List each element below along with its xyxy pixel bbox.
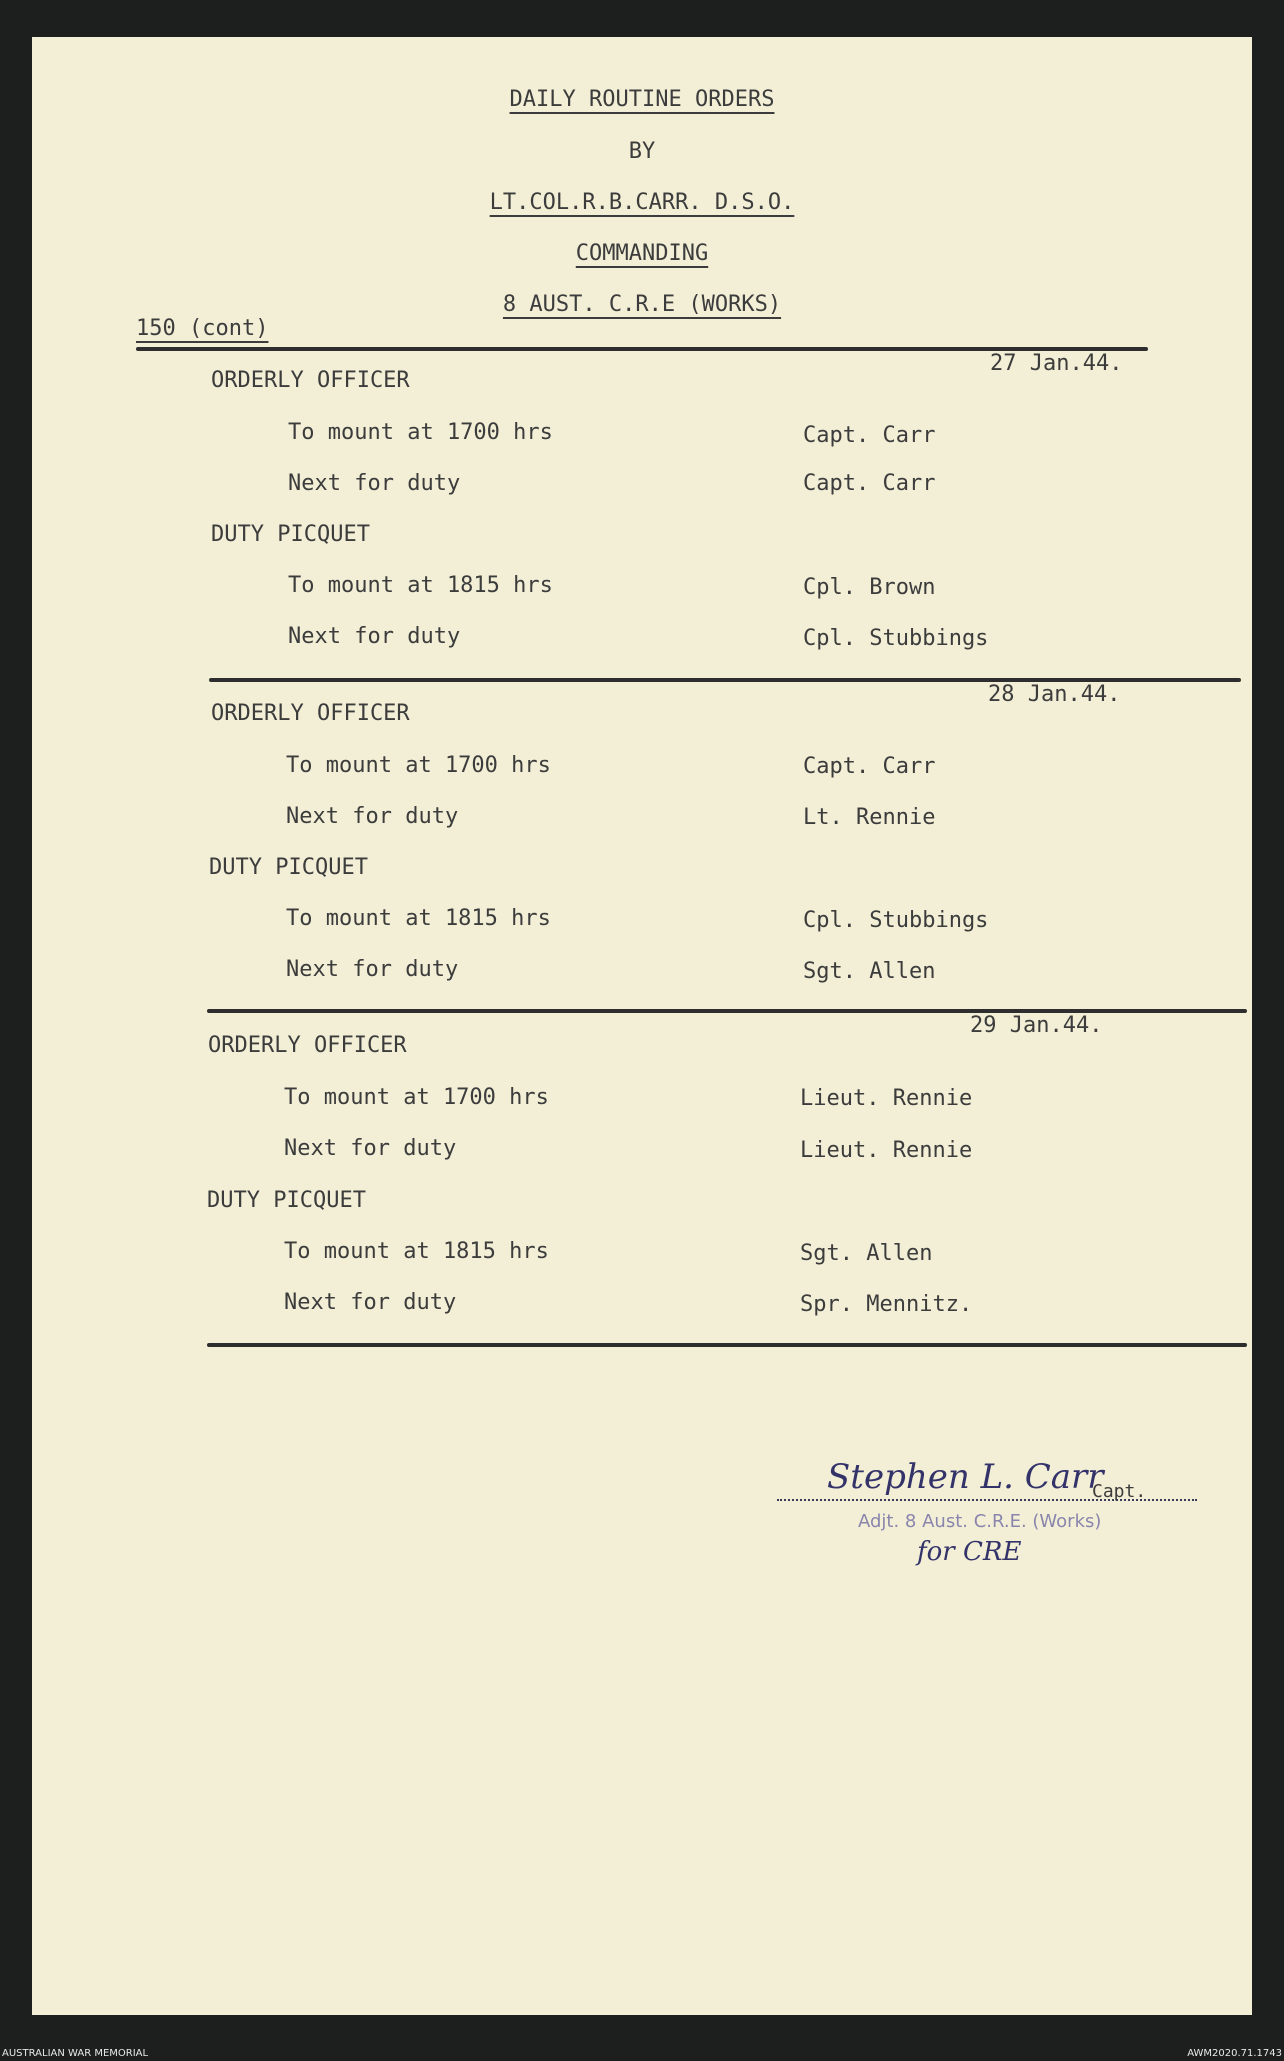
section-date: 29 Jan.44.	[970, 1013, 1103, 1038]
footer-left: AUSTRALIAN WAR MEMORIAL	[2, 2048, 149, 2059]
picquet-mount-label: To mount at 1815 hrs	[286, 906, 551, 931]
orderly-next-name: Lt. Rennie	[803, 805, 936, 830]
picquet-mount-name: Cpl. Stubbings	[803, 908, 989, 933]
document-page	[32, 37, 1252, 2015]
picquet-mount-label: To mount at 1815 hrs	[284, 1239, 549, 1264]
section-divider	[207, 1343, 1247, 1347]
picquet-next-label: Next for duty	[288, 624, 461, 649]
footer-right: AWM2020.71.1743	[1187, 2048, 1282, 2059]
picquet-next-name: Sgt. Allen	[803, 959, 936, 984]
orderly-mount-label: To mount at 1700 hrs	[286, 753, 551, 778]
duty-picquet-heading: DUTY PICQUET	[211, 522, 370, 547]
commanding-line: COMMANDING	[575, 241, 709, 266]
duty-picquet-heading: DUTY PICQUET	[209, 855, 368, 880]
picquet-mount-name: Cpl. Brown	[803, 575, 936, 600]
orderly-next-label: Next for duty	[284, 1136, 457, 1161]
orderly-mount-name: Capt. Carr	[803, 423, 936, 448]
orderly-next-name: Lieut. Rennie	[800, 1138, 973, 1163]
orderly-officer-heading: ORDERLY OFFICER	[211, 368, 410, 393]
picquet-mount-label: To mount at 1815 hrs	[288, 573, 553, 598]
orderly-mount-name: Lieut. Rennie	[800, 1086, 973, 1111]
picquet-next-label: Next for duty	[286, 957, 459, 982]
orderly-next-label: Next for duty	[286, 804, 459, 829]
handwritten-signature: Stephen L. Carr	[827, 1457, 1104, 1497]
order-number: 150 (cont)	[136, 316, 269, 341]
handwritten-note: for CRE	[917, 1537, 1022, 1567]
by-line: BY	[628, 139, 656, 164]
section-date: 27 Jan.44.	[990, 351, 1123, 376]
picquet-next-label: Next for duty	[284, 1290, 457, 1315]
duty-picquet-heading: DUTY PICQUET	[207, 1188, 366, 1213]
orderly-mount-label: To mount at 1700 hrs	[288, 420, 553, 445]
picquet-mount-name: Sgt. Allen	[800, 1241, 933, 1266]
commanding-officer: LT.COL.R.B.CARR. D.S.O.	[489, 190, 795, 215]
picquet-next-name: Spr. Mennitz.	[800, 1292, 973, 1317]
document-title: DAILY ROUTINE ORDERS	[509, 87, 775, 112]
orderly-officer-heading: ORDERLY OFFICER	[211, 701, 410, 726]
unit-name: 8 AUST. C.R.E (WORKS)	[502, 292, 782, 317]
orderly-next-label: Next for duty	[288, 471, 461, 496]
section-date: 28 Jan.44.	[988, 682, 1121, 707]
adjutant-stamp: Adjt. 8 Aust. C.R.E. (Works)	[858, 1511, 1102, 1532]
orderly-mount-label: To mount at 1700 hrs	[284, 1085, 549, 1110]
signature-rank: Capt.	[1092, 1481, 1147, 1502]
orderly-next-name: Capt. Carr	[803, 471, 936, 496]
orderly-mount-name: Capt. Carr	[803, 754, 936, 779]
orderly-officer-heading: ORDERLY OFFICER	[208, 1033, 407, 1058]
picquet-next-name: Cpl. Stubbings	[803, 626, 989, 651]
